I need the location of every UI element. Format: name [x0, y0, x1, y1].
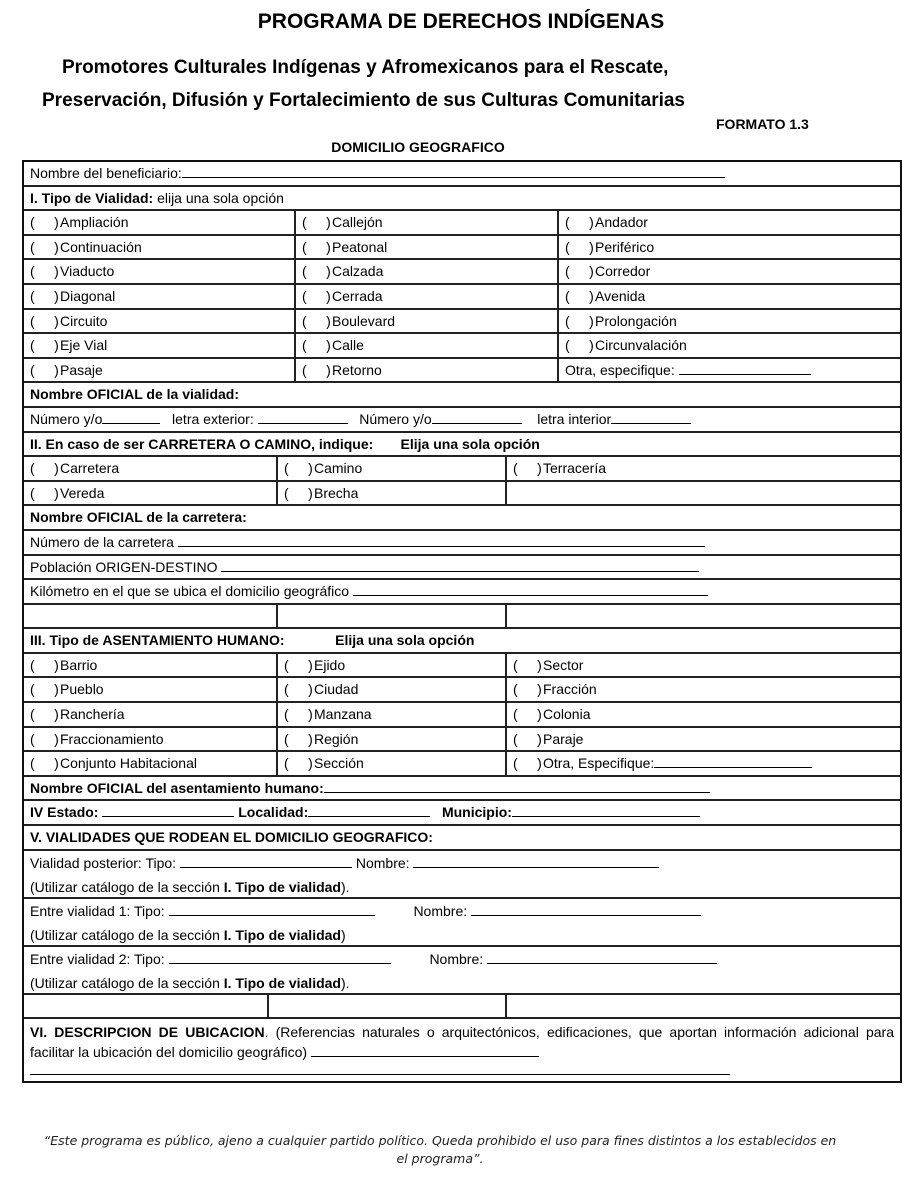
option-row — [24, 359, 900, 384]
option-cell — [294, 285, 557, 308]
between-road-1-row — [24, 899, 900, 947]
road-number-label: Número de la carretera — [30, 533, 174, 550]
option-cell — [24, 728, 276, 751]
option-label: Fraccionamiento — [60, 730, 164, 747]
option-checkbox[interactable]: ( ) — [302, 263, 331, 280]
municipio-field[interactable] — [512, 802, 700, 817]
option-cell — [276, 654, 505, 677]
option-checkbox[interactable]: ( ) — [30, 312, 59, 329]
letra-int-field[interactable] — [611, 409, 691, 424]
option-cell — [24, 482, 276, 505]
option-checkbox[interactable]: ( ) — [565, 238, 594, 255]
option-checkbox[interactable]: ( ) — [30, 706, 59, 723]
option-checkbox[interactable]: ( ) — [284, 656, 313, 673]
section6-field-2[interactable] — [30, 1062, 730, 1075]
option-label: Circuito — [60, 312, 108, 329]
beneficiary-row — [24, 162, 900, 187]
option-checkbox[interactable]: ( ) — [302, 361, 331, 378]
km-row — [24, 580, 900, 605]
option-checkbox[interactable]: ( ) — [565, 312, 594, 329]
option-label: Barrio — [60, 656, 98, 673]
estado-label: IV Estado: — [30, 804, 99, 821]
road-number-field[interactable] — [178, 532, 705, 547]
other-specify-cell — [557, 359, 900, 382]
option-cell — [505, 678, 900, 701]
other-specify-field[interactable] — [654, 753, 812, 768]
option-cell — [276, 482, 505, 505]
posterior-road-row — [24, 851, 900, 899]
option-row — [24, 728, 900, 753]
option-label: Sección — [314, 755, 364, 772]
option-row — [24, 482, 900, 507]
option-checkbox[interactable]: ( ) — [565, 337, 594, 354]
option-checkbox[interactable]: ( ) — [284, 755, 313, 772]
option-checkbox[interactable]: ( ) — [565, 214, 594, 231]
section6-text: . (Referencias naturales o arquitectónicos, edificaciones, que aportan información adicional para facilitar la ubicación del domicilio geográfico) — [30, 1024, 894, 1061]
option-label: Ciudad — [314, 681, 359, 698]
section6-title: VI. DESCRIPCION DE UBICACION — [30, 1024, 265, 1041]
option-cell — [557, 211, 900, 234]
section3-header — [24, 629, 900, 654]
road-official-name-row — [24, 506, 900, 531]
option-label: Terracería — [543, 460, 607, 477]
option-row — [24, 310, 900, 335]
option-label: Circunvalación — [595, 337, 687, 354]
option-cell — [24, 752, 276, 775]
option-checkbox[interactable]: ( ) — [302, 214, 331, 231]
option-checkbox[interactable]: ( ) — [30, 214, 59, 231]
option-row — [24, 457, 900, 482]
num-ext-label-b: letra exterior: — [172, 410, 254, 427]
option-checkbox[interactable]: ( ) — [302, 337, 331, 354]
option-cell — [24, 285, 294, 308]
km-label: Kilómetro en el que se ubica el domicilio geográfico — [30, 583, 350, 600]
section3-instruction: Elija una sola opción — [335, 632, 475, 649]
number-row — [24, 408, 900, 433]
option-cell — [276, 457, 505, 480]
subtitle-line-2: Preservación, Difusión y Fortalecimiento de sus Culturas Comunitarias — [42, 90, 686, 111]
option-cell — [276, 678, 505, 701]
option-cell — [24, 310, 294, 333]
option-row — [24, 703, 900, 728]
option-checkbox[interactable]: ( ) — [284, 460, 313, 477]
between1-name-label: Nombre: — [413, 902, 468, 919]
option-cell — [294, 334, 557, 357]
option-label: Retorno — [332, 361, 382, 378]
posterior-type-label: Vialidad posterior: Tipo: — [30, 854, 177, 871]
section2-options — [24, 457, 900, 506]
km-field[interactable] — [353, 581, 708, 596]
option-checkbox[interactable]: ( ) — [30, 361, 59, 378]
settlement-official-name-label: Nombre OFICIAL del asentamiento humano: — [30, 779, 324, 796]
option-row — [24, 211, 900, 236]
localidad-label: Localidad: — [238, 804, 309, 821]
option-checkbox[interactable]: ( ) — [302, 287, 331, 304]
option-row — [24, 752, 900, 777]
option-checkbox[interactable]: ( ) — [513, 656, 542, 673]
option-cell — [557, 236, 900, 259]
option-cell — [294, 211, 557, 234]
option-checkbox[interactable]: ( ) — [513, 755, 542, 772]
option-label: Calle — [332, 337, 364, 354]
origin-destination-row — [24, 556, 900, 581]
option-checkbox[interactable]: ( ) — [513, 730, 542, 747]
between2-note: (Utilizar catálogo de la sección I. Tipo de vialidad). — [30, 974, 350, 991]
option-cell — [24, 678, 276, 701]
option-cell — [294, 310, 557, 333]
option-label: Continuación — [60, 238, 142, 255]
option-cell — [557, 260, 900, 283]
option-checkbox[interactable]: ( ) — [30, 263, 59, 280]
option-cell — [505, 654, 900, 677]
estado-field[interactable] — [102, 802, 234, 817]
option-checkbox[interactable]: ( ) — [302, 312, 331, 329]
section1-header — [24, 187, 900, 212]
option-checkbox[interactable]: ( ) — [30, 755, 59, 772]
option-cell — [557, 310, 900, 333]
empty-cell — [505, 482, 900, 505]
option-label: Avenida — [595, 287, 646, 304]
option-label: Sector — [543, 656, 584, 673]
option-checkbox[interactable]: ( ) — [30, 656, 59, 673]
blank-row-1 — [24, 605, 900, 630]
address-form — [22, 160, 902, 1083]
option-label: Carretera — [60, 460, 120, 477]
municipio-label: Municipio: — [441, 804, 512, 821]
option-checkbox[interactable]: ( ) — [565, 287, 594, 304]
num-int-field[interactable] — [432, 409, 522, 424]
section5-title: V. VIALIDADES QUE RODEAN EL DOMICILIO GEOGRAFICO: — [30, 829, 433, 846]
posterior-note: (Utilizar catálogo de la sección I. Tipo de vialidad). — [30, 878, 350, 895]
option-label: Periférico — [595, 238, 655, 255]
option-cell — [24, 211, 294, 234]
option-cell — [557, 285, 900, 308]
blank-cell[interactable] — [505, 995, 900, 1018]
num-int-label-a: Número y/o — [359, 410, 432, 427]
beneficiary-field[interactable] — [182, 163, 725, 178]
section6-row — [24, 1019, 900, 1081]
localidad-field[interactable] — [308, 802, 430, 817]
num-int-label-b: letra interior — [537, 410, 612, 427]
footer-disclaimer: “Este programa es público, ajeno a cualquier partido político. Queda prohibido el uso para fines distintos a los establecidos en el programa”. — [43, 1133, 837, 1166]
option-checkbox[interactable]: ( ) — [30, 287, 59, 304]
option-label: Paraje — [543, 730, 584, 747]
option-checkbox[interactable]: ( ) — [284, 484, 313, 501]
option-cell — [505, 457, 900, 480]
section2-title: II. En caso de ser CARRETERA O CAMINO, indique: — [30, 435, 374, 452]
option-cell — [24, 654, 276, 677]
option-label: Fracción — [543, 681, 597, 698]
between1-type-field[interactable] — [169, 901, 375, 916]
settlement-official-name-row — [24, 777, 900, 802]
option-label: Ejido — [314, 656, 346, 673]
option-cell — [24, 457, 276, 480]
option-row — [24, 678, 900, 703]
option-label: Conjunto Habitacional — [60, 755, 197, 772]
road-official-name-label: Nombre OFICIAL de la carretera: — [30, 509, 247, 526]
option-label: Corredor — [595, 263, 651, 280]
option-checkbox[interactable]: ( ) — [513, 460, 542, 477]
option-checkbox[interactable]: ( ) — [284, 706, 313, 723]
option-cell — [294, 236, 557, 259]
section3-options — [24, 654, 900, 777]
option-cell — [276, 703, 505, 726]
option-label: Manzana — [314, 706, 372, 723]
between2-type-field[interactable] — [169, 949, 391, 964]
posterior-name-field[interactable] — [413, 853, 659, 868]
between2-type-label: Entre vialidad 2: Tipo: — [30, 950, 165, 967]
blank-cell[interactable] — [505, 605, 900, 628]
option-label: Ranchería — [60, 706, 125, 723]
posterior-name-label: Nombre: — [355, 854, 410, 871]
subtitle-line-1: Promotores Culturales Indígenas y Afromexicanos para el Rescate, — [62, 57, 669, 78]
option-checkbox[interactable]: ( ) — [30, 337, 59, 354]
blank-cell[interactable] — [24, 995, 267, 1018]
between2-name-field[interactable] — [487, 949, 717, 964]
option-row — [24, 236, 900, 261]
option-cell — [294, 359, 557, 382]
option-label: Ampliación — [60, 214, 129, 231]
between1-name-field[interactable] — [471, 901, 701, 916]
option-checkbox[interactable]: ( ) — [30, 681, 59, 698]
option-row — [24, 260, 900, 285]
option-checkbox[interactable]: ( ) — [513, 681, 542, 698]
between-road-2-row — [24, 947, 900, 995]
option-label: Callejón — [332, 214, 383, 231]
option-label: Otra, Especifique: — [543, 755, 655, 772]
origin-destination-label: Población ORIGEN-DESTINO — [30, 558, 218, 575]
option-label: Diagonal — [60, 287, 116, 304]
section3-title: III. Tipo de ASENTAMIENTO HUMANO: — [30, 632, 285, 649]
num-ext-label-a: Número y/o — [30, 410, 103, 427]
section5-header — [24, 826, 900, 851]
option-checkbox[interactable]: ( ) — [30, 484, 59, 501]
blank-row-2 — [24, 995, 900, 1020]
section2-header — [24, 433, 900, 458]
option-row — [24, 334, 900, 359]
vialidad-official-name-row — [24, 383, 900, 408]
origin-destination-field[interactable] — [221, 557, 699, 572]
option-label: Cerrada — [332, 287, 383, 304]
option-checkbox[interactable]: ( ) — [302, 238, 331, 255]
form-title: DOMICILIO GEOGRAFICO — [331, 139, 505, 155]
option-cell — [557, 334, 900, 357]
option-label: Pueblo — [60, 681, 104, 698]
option-checkbox[interactable]: ( ) — [30, 730, 59, 747]
option-checkbox[interactable]: ( ) — [513, 706, 542, 723]
option-label: Región — [314, 730, 359, 747]
blank-cell[interactable] — [24, 605, 276, 628]
option-label: Colonia — [543, 706, 591, 723]
option-label: Pasaje — [60, 361, 103, 378]
option-label: Prolongación — [595, 312, 677, 329]
beneficiary-label: Nombre del beneficiario: — [30, 165, 182, 181]
option-cell — [505, 703, 900, 726]
option-label: Calzada — [332, 263, 384, 280]
option-cell — [294, 260, 557, 283]
other-specify-label: Otra, especifique: — [565, 361, 675, 378]
option-label: Peatonal — [332, 238, 388, 255]
option-cell — [24, 703, 276, 726]
format-code: FORMATO 1.3 — [716, 116, 809, 132]
option-cell — [276, 752, 505, 775]
posterior-type-field[interactable] — [180, 853, 352, 868]
letra-ext-field[interactable] — [258, 409, 348, 424]
other-specify-field[interactable] — [679, 360, 811, 375]
option-row — [24, 285, 900, 310]
section2-instruction: Elija una sola opción — [400, 435, 540, 452]
option-cell — [24, 334, 294, 357]
option-label: Brecha — [314, 484, 359, 501]
between1-type-label: Entre vialidad 1: Tipo: — [30, 902, 165, 919]
blank-cell[interactable] — [276, 605, 505, 628]
option-checkbox[interactable]: ( ) — [30, 238, 59, 255]
between2-name-label: Nombre: — [429, 950, 484, 967]
section4-row — [24, 801, 900, 826]
section1-options — [24, 211, 900, 383]
option-label: Andador — [595, 214, 648, 231]
option-label: Viaducto — [60, 263, 115, 280]
option-checkbox[interactable]: ( ) — [284, 730, 313, 747]
option-row — [24, 654, 900, 679]
program-title: PROGRAMA DE DERECHOS INDÍGENAS — [257, 10, 665, 33]
option-cell — [276, 728, 505, 751]
blank-cell[interactable] — [267, 995, 505, 1018]
option-cell — [505, 752, 900, 775]
option-cell — [505, 728, 900, 751]
between1-note: (Utilizar catálogo de la sección I. Tipo de vialidad) — [30, 926, 346, 943]
option-checkbox[interactable]: ( ) — [565, 263, 594, 280]
option-checkbox[interactable]: ( ) — [30, 460, 59, 477]
section6-field-1[interactable] — [311, 1042, 539, 1057]
option-label: Vereda — [60, 484, 105, 501]
option-cell — [24, 260, 294, 283]
section1-title: I. Tipo de Vialidad: — [30, 189, 154, 206]
section1-instruction: elija una sola opción — [157, 189, 284, 206]
vialidad-official-name-label: Nombre OFICIAL de la vialidad: — [30, 386, 240, 403]
option-label: Camino — [314, 460, 363, 477]
settlement-official-name-field[interactable] — [324, 778, 710, 793]
option-cell — [24, 236, 294, 259]
num-ext-field[interactable] — [102, 409, 160, 424]
option-checkbox[interactable]: ( ) — [284, 681, 313, 698]
option-label: Boulevard — [332, 312, 396, 329]
road-number-row — [24, 531, 900, 556]
option-label: Eje Vial — [60, 337, 108, 354]
option-cell — [24, 359, 294, 382]
